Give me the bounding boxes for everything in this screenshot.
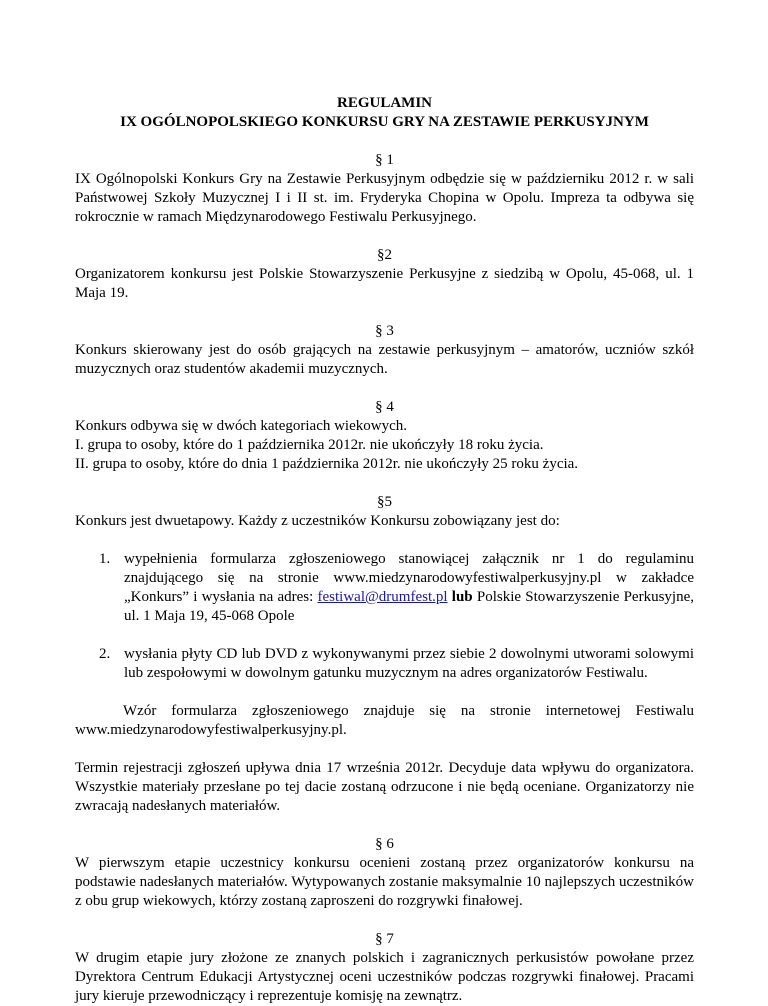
or-word: lub (451, 589, 473, 605)
section-3-heading: § 3 (375, 323, 394, 339)
section-6-text: W pierwszym etapie uczestnicy konkursu ocenieni zostaną przez organizatorów konkursu na podstawie nadesłanych materiałów. Wytypowanych zostanie maksymalnie 10 najlepszych uczestników z obu grup wiekowych, którzy zostaną zaproszeni do rozgrywki finałowej. (75, 855, 694, 909)
form-info (75, 702, 694, 740)
document-title (75, 94, 694, 132)
section-2-heading: §2 (377, 247, 392, 263)
section-2-text: Organizatorem konkursu jest Polskie Stowarzyszenie Perkusyjne z siedzibą w Opolu, 45-068, ul. 1 Maja 19. (75, 266, 694, 301)
list-item-2-text: wysłania płyty CD lub DVD z wykonywanymi przez siebie 2 dowolnymi utworami solowymi lub zespołowymi w dowolnym gatunku muzycznym na adres organizatorów Festiwalu. (124, 646, 694, 681)
section-3-text: Konkurs skierowany jest do osób grających na zestawie perkusyjnym – amatorów, uczniów szkół muzycznych oraz studentów akademii muzycznych. (75, 342, 694, 377)
form-info-line-1: Wzór formularza zgłoszeniowego znajduje się na stronie internetowej Festiwalu (123, 703, 694, 719)
email-link[interactable]: festiwal@drumfest.pl (317, 589, 448, 605)
section-1-heading: § 1 (375, 152, 394, 168)
section-1-text: IX Ogólnopolski Konkurs Gry na Zestawie Perkusyjnym odbędzie się w październiku 2012 r. w sali Państwowej Szkoły Muzycznej I i II st. im. Fryderyka Chopina w Opolu. Impreza ta odbywa się rokrocznie w ramach Międzynarodowego Festiwalu Perkusyjnego. (75, 171, 694, 225)
requirements-list (75, 550, 694, 683)
section-4-heading: § 4 (375, 399, 394, 415)
section-6-heading: § 6 (375, 836, 394, 852)
deadline-text: Termin rejestracji zgłoszeń upływa dnia 17 września 2012r. Decyduje data wpływu do organizatora. Wszystkie materiały przesłane po tej dacie zostaną odrzucone i nie będą oceniane. Organizatorzy nie zwracają nadesłanych materiałów. (75, 760, 694, 814)
document-page (75, 70, 694, 1006)
section-5-heading: §5 (377, 494, 392, 510)
list-item (75, 645, 694, 683)
section-7-text: W drugim etapie jury złożone ze znanych polskich i zagranicznych perkusistów powołane przez Dyrektora Centrum Edukacji Artystycznej oceni uczestników podczas rozgrywki finałowej. Pracami jury kieruje przewodniczący i reprezentuje komisję na zewnątrz. (75, 950, 694, 1004)
list-item-number: 1. (99, 551, 111, 567)
section-5-intro: Konkurs jest dwuetapowy. Każdy z uczestników Konkursu zobowiązany jest do: (75, 513, 560, 529)
section-4-text (75, 417, 694, 474)
list-item-number: 2. (99, 646, 111, 662)
list-item (75, 550, 694, 626)
title-line-2: IX OGÓLNOPOLSKIEGO KONKURSU GRY NA ZESTAWIE PERKUSYJNYM (120, 114, 649, 130)
section-4-line-2: I. grupa to osoby, które do 1 października 2012r. nie ukończyły 18 roku życia. (75, 437, 544, 453)
list-item-1-text-b: Polskie Stowarzyszenie Perkusyjne, ul. 1 Maja 19, 45-068 Opole (124, 589, 694, 624)
section-4-line-3: II. grupa to osoby, które do dnia 1 października 2012r. nie ukończyły 25 roku życia. (75, 456, 579, 472)
list-item-1-text-a: wypełnienia formularza zgłoszeniowego stanowiącej załącznik nr 1 do regulaminu znajdującego się na stronie www.miedzynarodowyfestiwalperkusyjny.pl w zakładce „Konkurs” i wysłania na adres: (124, 551, 694, 605)
form-info-line-2: www.miedzynarodowyfestiwalperkusyjny.pl. (75, 722, 347, 738)
section-4-line-1: Konkurs odbywa się w dwóch kategoriach wiekowych. (75, 418, 407, 434)
section-7-heading: § 7 (375, 931, 394, 947)
title-line-1: REGULAMIN (336, 95, 432, 111)
